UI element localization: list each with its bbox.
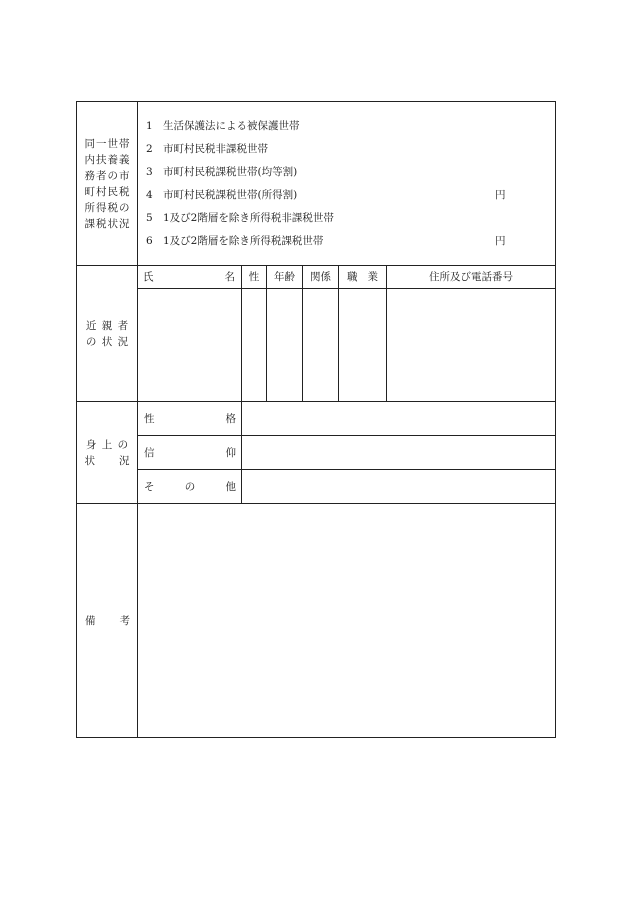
label-line: 町村民税 <box>84 185 131 198</box>
other-field[interactable] <box>242 470 555 503</box>
label-line: 身 上 の <box>85 438 130 451</box>
remarks-label-a: 備 <box>85 615 96 627</box>
header-sex: 性 <box>248 271 260 283</box>
header-name <box>139 266 241 288</box>
row-label-c: 仰 <box>225 447 236 459</box>
header-name-b: 名 <box>224 271 235 283</box>
label-line: 所得税の <box>84 201 131 214</box>
relative-name-cell[interactable] <box>139 289 241 401</box>
divider <box>386 266 387 401</box>
option-number: 3 <box>146 166 153 178</box>
option-text: 市町村民税非課税世帯 <box>163 143 268 155</box>
tax-status-option[interactable] <box>146 119 300 133</box>
yen-unit-income-tax: 円 <box>495 235 506 247</box>
option-number: 1 <box>146 120 153 132</box>
relative-relation-cell[interactable] <box>303 289 338 401</box>
religion-label <box>144 436 236 470</box>
tax-status-option[interactable] <box>146 142 268 156</box>
option-number: 2 <box>146 143 153 155</box>
row-label-c: 他 <box>225 481 236 493</box>
header-job-b: 業 <box>367 271 378 283</box>
row-label-a: 性 <box>144 413 155 425</box>
support-status-form <box>76 101 556 738</box>
remarks-label <box>77 504 138 737</box>
divider <box>138 435 555 436</box>
divider <box>137 102 138 737</box>
divider <box>138 469 555 470</box>
row-label-a: そ <box>144 481 155 493</box>
personal-status-label <box>77 402 138 503</box>
divider <box>266 266 267 401</box>
relative-job-cell[interactable] <box>339 289 386 401</box>
relative-age-cell[interactable] <box>267 289 302 401</box>
tax-status-option[interactable] <box>146 234 323 248</box>
header-job <box>339 266 386 288</box>
option-text: 市町村民税課税世帯(均等割) <box>163 166 298 178</box>
divider <box>302 266 303 401</box>
row-label-a: 信 <box>144 447 155 459</box>
header-relation: 関係 <box>310 271 331 283</box>
header-name-a: 氏 <box>143 271 154 283</box>
remarks-field[interactable] <box>139 504 555 737</box>
option-text: 1及び2階層を除き所得税非課税世帯 <box>163 212 334 224</box>
personality-label <box>144 402 236 436</box>
yen-unit-income-levy: 円 <box>495 189 506 201</box>
option-number: 4 <box>146 189 153 201</box>
label-line: 状 況 <box>84 454 131 467</box>
label-line: 課税状況 <box>84 217 131 230</box>
tax-status-option[interactable] <box>146 188 297 202</box>
divider <box>338 266 339 401</box>
remarks-label-b: 考 <box>119 615 130 627</box>
option-text: 市町村民税課税世帯(所得割) <box>163 189 298 201</box>
label-line: の 状 況 <box>85 335 130 348</box>
label-line: 内扶養義 <box>84 153 131 166</box>
label-line: 同一世帯 <box>84 137 131 150</box>
personality-field[interactable] <box>242 402 555 435</box>
header-address: 住所及び電話番号 <box>429 271 513 283</box>
option-number: 6 <box>146 235 153 247</box>
option-text: 1及び2階層を除き所得税課税世帯 <box>163 235 324 247</box>
header-age: 年齢 <box>274 271 295 283</box>
other-label <box>144 470 236 504</box>
relatives-status-label <box>77 266 138 401</box>
row-label-c: 格 <box>225 413 236 425</box>
household-tax-status-label <box>77 102 138 265</box>
relative-address-cell[interactable] <box>387 289 555 401</box>
divider <box>241 266 242 401</box>
option-number: 5 <box>146 212 153 224</box>
header-job-a: 職 <box>347 271 358 283</box>
label-line: 近 親 者 <box>85 319 130 332</box>
relative-sex-cell[interactable] <box>242 289 266 401</box>
row-label-b: の <box>184 481 196 493</box>
tax-status-option[interactable] <box>146 211 334 225</box>
option-text: 生活保護法による被保護世帯 <box>163 120 300 132</box>
tax-status-option[interactable] <box>146 165 297 179</box>
divider <box>241 402 242 503</box>
label-line: 務者の市 <box>84 169 131 182</box>
religion-field[interactable] <box>242 436 555 469</box>
